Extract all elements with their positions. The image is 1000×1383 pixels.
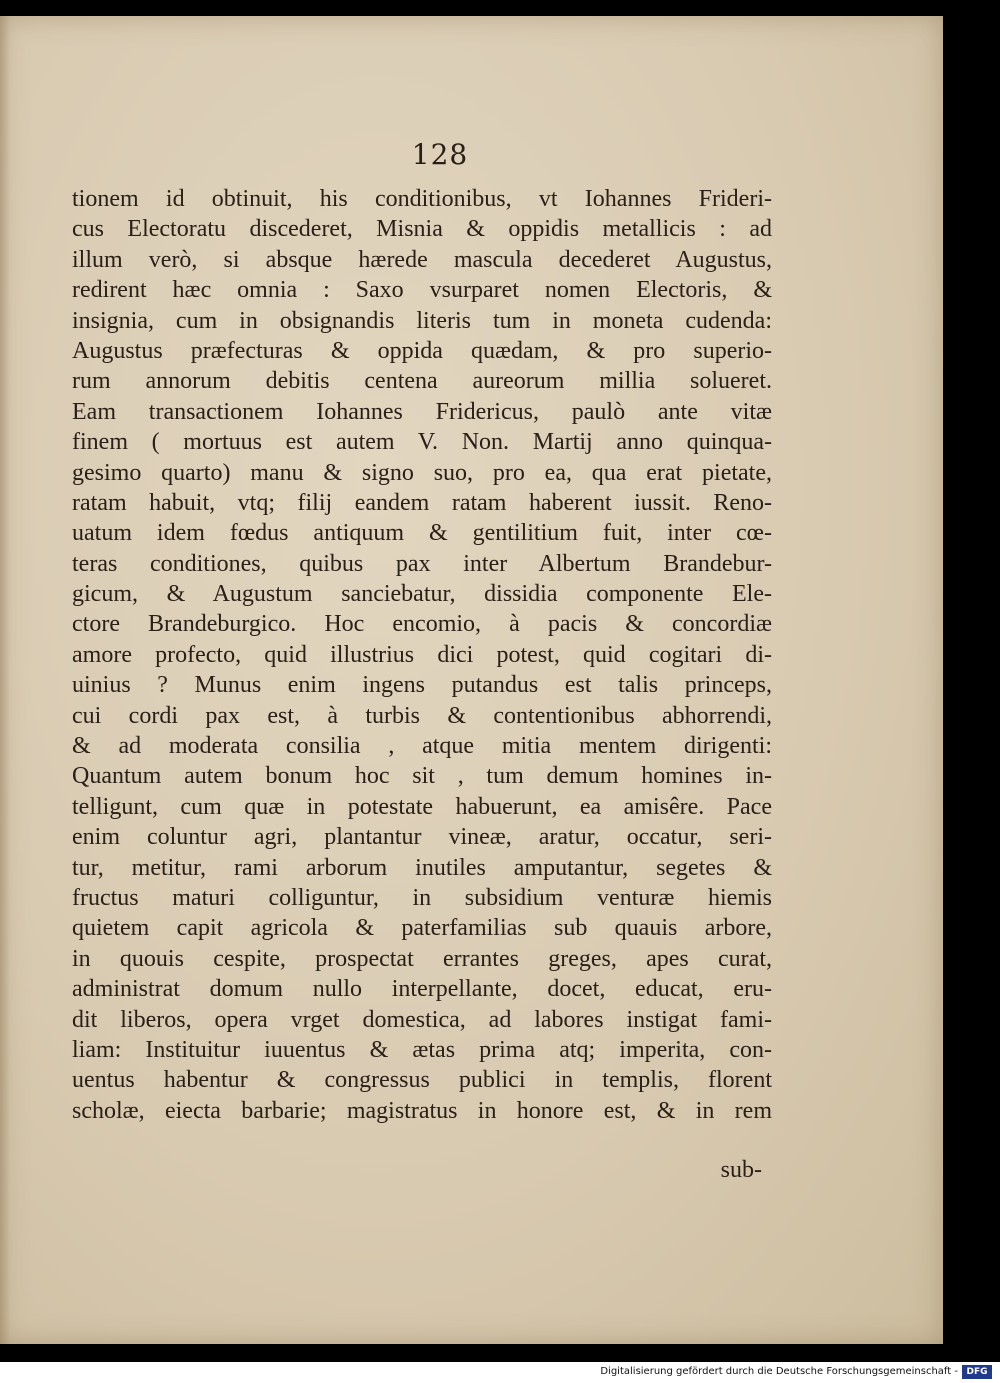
text-line: Augustus præfecturas & oppida quædam, & pro superio-	[72, 337, 772, 364]
text-line: cui cordi pax est, à turbis & contentionibus abhorrendi,	[72, 702, 772, 729]
text-line: dit liberos, opera vrget domestica, ad labores instigat fami-	[72, 1006, 772, 1033]
text-line: fructus maturi colliguntur, in subsidium venturæ hiemis	[72, 884, 772, 911]
text-line: telligunt, cum quæ in potestate habuerunt, ea amisêre. Pace	[72, 793, 772, 820]
text-line: amore profecto, quid illustrius dici potest, quid cogitari di-	[72, 641, 772, 668]
funding-credit: Digitalisierung gefördert durch die Deutsche Forschungsgemeinschaft -	[600, 1366, 958, 1377]
text-line: Quantum autem bonum hoc sit , tum demum homines in-	[72, 763, 772, 790]
text-line: enim coluntur agri, plantantur vineæ, aratur, occatur, seri-	[72, 824, 772, 851]
text-line: gesimo quarto) manu & signo suo, pro ea, qua erat pietate,	[72, 459, 772, 486]
text-line: quietem capit agricola & paterfamilias sub quauis arbore,	[72, 915, 772, 942]
text-line: insignia, cum in obsignandis literis tum in moneta cudenda:	[72, 307, 772, 334]
dfg-logo: DFG	[962, 1365, 992, 1379]
text-line: Eam transactionem Iohannes Fridericus, paulò ante vitæ	[72, 398, 772, 425]
text-line: uinius ? Munus enim ingens putandus est talis princeps,	[72, 672, 772, 699]
text-line: tur, metitur, rami arborum inutiles amputantur, segetes &	[72, 854, 772, 881]
text-line: liam: Instituitur iuuentus & ætas prima atq; imperita, con-	[72, 1036, 772, 1063]
footer-bar	[0, 1362, 1000, 1383]
text-line: teras conditiones, quibus pax inter Albertum Brandebur-	[72, 550, 772, 577]
text-line: uatum idem fœdus antiquum & gentilitium fuit, inter cœ-	[72, 520, 772, 547]
text-line: tionem id obtinuit, his conditionibus, vt Iohannes Frideri-	[72, 186, 772, 212]
text-line: & ad moderata consilia , atque mitia mentem dirigenti:	[72, 733, 772, 760]
text-block	[72, 184, 772, 1126]
text-line: redirent hæc omnia : Saxo vsurparet nomen Electoris, &	[72, 277, 772, 304]
text-line: cus Electoratu discederet, Misnia & oppidis metallicis : ad	[72, 216, 772, 243]
book-page	[0, 16, 943, 1344]
catchword: sub-	[720, 1157, 762, 1183]
text-line: administrat domum nullo interpellante, docet, educat, eru-	[72, 976, 772, 1003]
text-line: in quouis cespite, prospectat errantes greges, apes curat,	[72, 945, 772, 972]
text-line: illum verò, si absque hærede mascula decederet Augustus,	[72, 246, 772, 273]
text-line: uentus habentur & congressus publici in templis, florent	[72, 1067, 772, 1094]
text-line: rum annorum debitis centena aureorum millia solueret.	[72, 368, 772, 395]
page-number: 128	[411, 138, 469, 171]
text-line: finem ( mortuus est autem V. Non. Martij anno quinqua-	[72, 429, 772, 456]
text-line: ctore Brandeburgico. Hoc encomio, à pacis & concordiæ	[72, 611, 772, 638]
text-line: scholæ, eiecta barbarie; magistratus in honore est, & in rem	[72, 1097, 772, 1124]
text-line: ratam habuit, vtq; filij eandem ratam haberent iussit. Reno-	[72, 489, 772, 516]
text-line: gicum, & Augustum sanciebatur, dissidia componente Ele-	[72, 581, 772, 608]
